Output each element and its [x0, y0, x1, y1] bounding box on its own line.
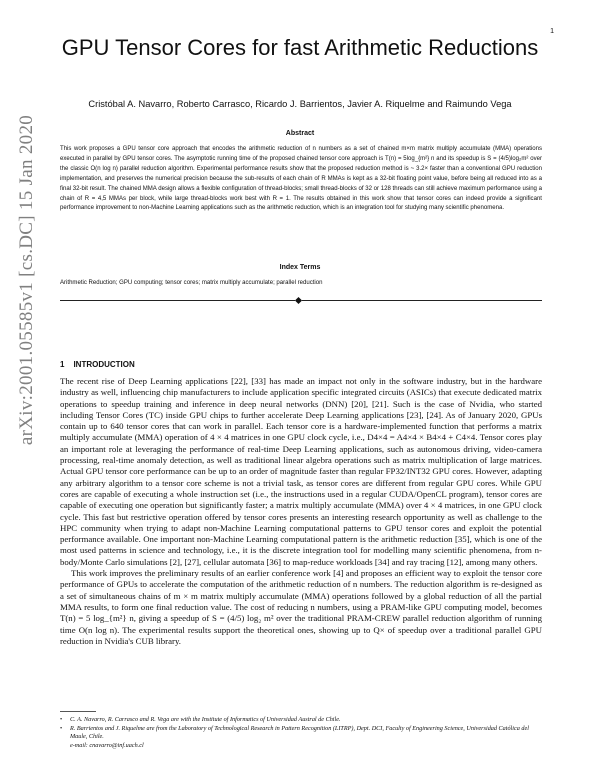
body-text: [60, 376, 542, 647]
page-number: 1: [550, 28, 554, 35]
paper-title: GPU Tensor Cores for fast Arithmetic Reductions: [61, 35, 539, 60]
section-heading: [60, 360, 135, 369]
index-terms-heading: Index Terms: [279, 264, 321, 271]
footnote-rule: [60, 711, 96, 712]
abstract-heading: Abstract: [285, 130, 315, 137]
footnote-item: • C. A. Navarro, R. Carrasco and R. Vega are with the Institute of Informatics of Universidad Austral de Chile.: [60, 716, 542, 725]
diamond-separator-icon: [295, 297, 302, 304]
section-title: INTRODUCTION: [73, 360, 135, 369]
footnote-email: e-mail: cnavarro@inf.uach.cl: [70, 741, 144, 749]
body-paragraph: The recent rise of Deep Learning applications [22], [33] has made an impact not only in the software industry, but in the hardware industry as well, influencing chip manufacturers to include application specific integrated circuits (ASICs) that execute dedicated matrix operations to speedup training and inference in deep neural networks (DNN) [20], [21]. Such is the case of Nvidia, who started including Tensor Cores (TC) inside GPU chips to further accelerate Deep Learning applications [23], [24]. As of January 2020, GPUs contain up to 640 tensor cores that can work in parallel. Each tensor core is a hardware-implemented function that performs a matrix multiply accumulate (MMA) operation of 4 × 4 matrices in one GPU clock cycle, i.e., D4×4 = A4×4 × B4×4 + C4×4. Tensor cores play an important role at leveraging the performance of real-time Deep Learning applications, such as autonomous driving, video-camera processing, real-time anomaly detection, as well as traditional linear algebra operations such as matrix multiplication of large matrices. Actual GPU tensor core performance can be up to an order of magnitude faster than regular FP32/INT32 GPU cores. However, adapting any arbitrary algorithm to a tensor core scheme is not a trivial task, as tensor cores are different from regular GPU cores. While GPU cores are capable of executing a whole instruction set (i.e., the instructions used in a regular CUDA/OpenCL program), tensor cores are capable of executing one operation but significantly faster; a matrix multiply accumulate (MMA) over 4 × 4 matrices, in one GPU clock cycle. This fast but restrictive operation offered by tensor cores presents an interesting research opportunity as well as challenge to the HPC community when trying to adapt non-Machine Learning computational patterns to GPU tensor cores and exploit the potential performance available. One important non-Machine Learning computational pattern is the arithmetic reduction [35], which is one of the most used patterns in science and technology, i.e., it is the discrete integration tool for modelling many scientific phenomena, from n-body/Monte Carlo simulations [2], [27], cellular automata [36] to map-reduce workloads [34] and ray tracing [12], among many others.: [60, 376, 542, 567]
arxiv-watermark: [13, 30, 41, 530]
index-terms: Arithmetic Reduction; GPU computing; tensor cores; matrix multiply accumulate; parallel reduction: [60, 280, 323, 286]
body-paragraph: This work improves the preliminary results of an earlier conference work [4] and proposes an efficient way to exploit the tensor core performance of GPUs to accelerate the computation of the arithmetic reduction of n numbers. The reduction algorithm is re-designed as a set of simultaneous chains of m × m matrix multiply accumulate (MMA) operations followed by a global reduction of all the partial MMA results, to form one final reduction value. The cost of reducing n numbers, using a PRAM-like GPU computing model, becomes T(n) = 5 log_{m²} n, giving a speedup of S = (4/5) log₂ m² over the traditional PRAM-CREW parallel reduction algorithm of running time O(n log n). The experimental results support the theoretical ones, showing up to Q× of speedup over a traditional parallel GPU reduction in Nvidia's CUB library.: [60, 568, 542, 646]
footnote-item: [60, 725, 542, 751]
footnotes: [60, 716, 542, 750]
arxiv-id: arXiv:2001.05585v1 [cs.DC] 15 Jan 2020: [16, 114, 37, 446]
author-list: Cristóbal A. Navarro, Roberto Carrasco, Ricardo J. Barrientos, Javier A. Riquelme and Raimundo Vega: [88, 99, 512, 109]
section-number: 1: [60, 360, 65, 369]
abstract-text: This work proposes a GPU tensor core approach that encodes the arithmetic reduction of n numbers as a set of chained m×m matrix multiply accumulate (MMA) operations executed in parallel by GPU tensor cores. The asymptotic running time of the proposed chained tensor core approach is T(n) = 5log_{m²} n and its speedup is S = (4/5)log₂m² over the classic O(n log n) parallel reduction algorithm. Experimental performance results show that the proposed reduction method is ~ 3.2× faster than a conventional GPU reduction implementation, and preserves the numerical precision because the sub-results of each chain of R MMAs is kept as a 32-bit floating point value, before being all reduced into as a final 32-bit result. The chained MMA design allows a flexible configuration of thread-blocks; small thread-blocks of 32 or 128 threads can still achieve maximum performance using a chain of R = 4,5 MMAs per block, while large thread-blocks work best with R = 1. The results obtained in this work show that tensor cores can indeed provide a significant performance improvement to non-Machine Learning applications such as the arithmetic reduction, which is an integration tool for studying many scientific phenomena.: [60, 146, 542, 212]
footnote-text: R. Barrientos and J. Riquelme are from the Laboratory of Technological Research in Pattern Recognition (LITRP), Dept. DCI, Faculty of Engineering Science, Universidad Católica del Maule, Chile.: [70, 724, 529, 741]
